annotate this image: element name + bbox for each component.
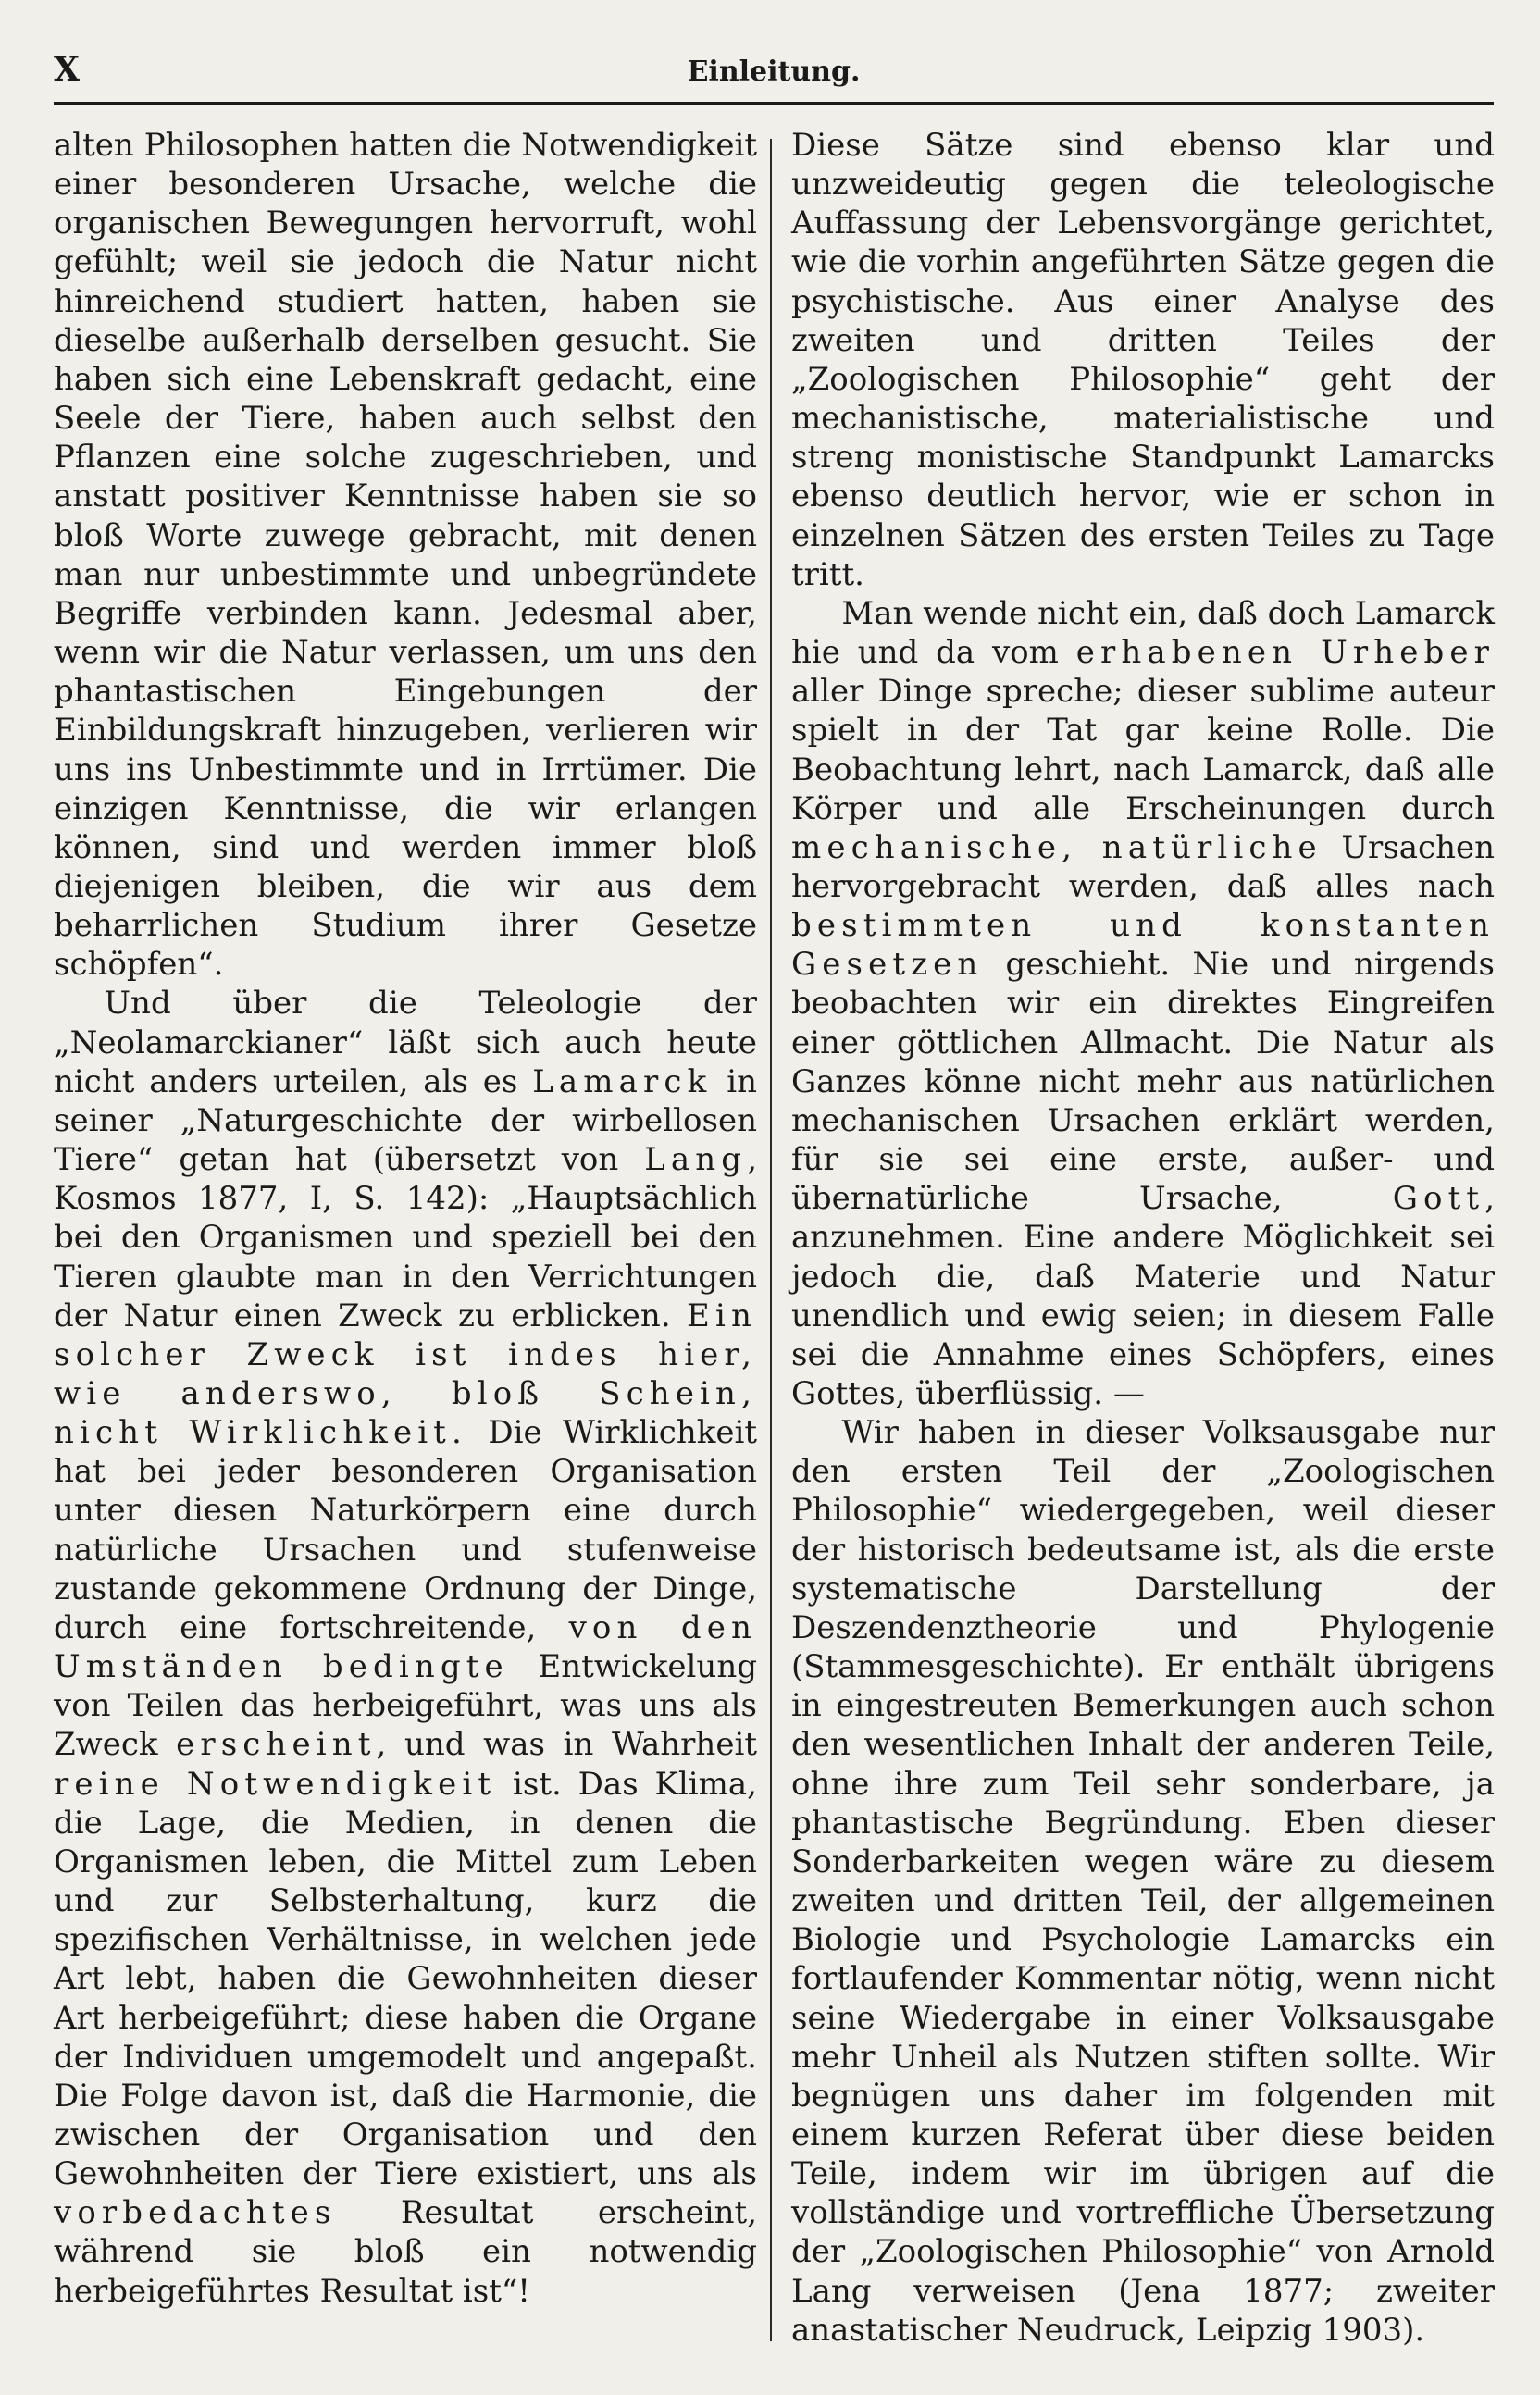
emphasis: mechanische, natürliche — [791, 828, 1323, 866]
paragraph: Und über die Teleologie der „Neolamarckianer“ läßt sich auch heute nicht anders urteilen, als es Lamarck in seiner „Naturgeschichte der wirbellosen Tiere“ getan hat (übersetzt von Lang, Kosmos 1877, I, S. 142): „Hauptsächlich bei den Organismen und speziell bei den Tieren glaubte man in den Verrichtungen der Natur einen Zweck zu erblicken. Ein solcher Zweck ist indes hier, wie anderswo, bloß Schein, nicht Wirklichkeit. Die Wirklichkeit hat bei jeder besonderen Organisation unter diesen Naturkörpern eine durch natürliche Ursachen und stufenweise zustande gekommene Ordnung der Dinge, durch eine fortschreitende, von den Umständen bedingte Entwickelung von Teilen das herbeigeführt, was uns als Zweck erscheint, und was in Wahrheit reine Notwendigkeit ist. Das Klima, die Lage, die Medien, in denen die Organismen leben, die Mittel zum Leben und zur Selbsterhaltung, kurz die spezifischen Verhältnisse, in welchen jede Art lebt, haben die Gewohnheiten dieser Art herbeigeführt; diese haben die Organe der Individuen umgemodelt und angepaßt. Die Folge davon ist, daß die Harmonie, die zwischen der Organisation und den Gewohnheiten der Tiere existiert, uns als vorbedachtes Resultat erscheint, während sie bloß ein notwendig herbeigeführtes Resultat ist“! — [54, 985, 758, 2310]
emphasis: vorbedachtes — [54, 2194, 337, 2232]
right-column — [791, 126, 1495, 2350]
emphasis: erscheint — [176, 1726, 377, 1764]
emphasis: von den Umständen bedingte — [54, 1608, 757, 1686]
emphasis: bestimmten und konstanten Gesetzen — [791, 907, 1495, 984]
page-number: X — [54, 50, 80, 89]
column-divider — [770, 139, 772, 2341]
paragraph: Wir haben in dieser Volksausgabe nur den ersten Teil der „Zoologischen Philosophie“ wiedergegeben, weil dieser der historisch bedeutsame ist, als die erste systematische Darstellung der Deszendenztheorie und Phylogenie (Stammesgeschichte). Er enthält übrigens in eingestreuten Bemerkungen auch schon den wesentlichen Inhalt der anderen Teile, ohne ihre zum Teil sehr sonderbare, ja phantastische Begründung. Eben dieser Sonderbarkeiten wegen wäre zu diesem zweiten und dritten Teil, der allgemeinen Biologie und Psychologie Lamarcks ein fortlaufender Kommentar nötig, wenn nicht seine Wiedergabe in einer Volksausgabe mehr Unheil als Nutzen stiften sollte. Wir begnügen uns daher im folgenden mit einem kurzen Referat über diese beiden Teile, indem wir im übrigen auf die vollständige und vortreffliche Übersetzung der „Zoologischen Philosophie“ von Arnold Lang verweisen (Jena 1877; zweiter anastatischer Neudruck, Leipzig 1903). — [791, 1414, 1495, 2349]
paragraph: Diese Sätze sind ebenso klar und unzweideutig gegen die teleologische Auffassung der Lebensvorgänge gerichtet, wie die vorhin angeführten Sätze gegen die psychistische. Aus einer Analyse des zweiten und dritten Teiles der „Zoologischen Philosophie“ geht der mechanistische, materialistische und streng monistische Standpunkt Lamarcks ebenso deutlich hervor, wie er schon in einzelnen Sätzen des ersten Teiles zu Tage tritt. — [791, 127, 1495, 593]
emphasis: Lamarck — [532, 1062, 713, 1100]
emphasis: erhabenen Urheber — [1075, 634, 1495, 672]
paragraph: alten Philosophen hatten die Notwendigkeit einer besonderen Ursache, welche die organischen Bewegungen hervorruft, wohl gefühlt; weil sie jedoch die Natur nicht hinreichend studiert hatten, haben sie dieselbe außerhalb derselben gesucht. Sie haben sich eine Lebenskraft gedacht, eine Seele der Tiere, haben auch selbst den Pflanzen eine solche zugeschrieben, und anstatt positiver Kenntnisse haben sie so bloß Worte zuwege gebracht, mit denen man nur unbestimmte und unbegründete Begriffe verbinden kann. Jedesmal aber, wenn wir die Natur verlassen, um uns den phantastischen Eingebungen der Einbildungskraft hinzugeben, verlieren wir uns ins Unbestimmte und in Irrtümer. Die einzigen Kenntnisse, die wir erlangen können, sind und werden immer bloß diejenigen bleiben, die wir aus dem beharrlichen Studium ihrer Gesetze schöpfen“. — [54, 127, 757, 984]
emphasis: Lang — [644, 1141, 748, 1179]
running-header — [54, 44, 1494, 105]
running-title: Einleitung. — [687, 56, 861, 88]
emphasis: Ein solcher Zweck ist indes hier, wie anderswo, bloß Schein, nicht Wirklichkeit. — [54, 1297, 757, 1452]
left-column — [54, 126, 757, 2311]
emphasis: Gott — [1392, 1180, 1485, 1218]
emphasis: reine Notwendigkeit — [54, 1765, 497, 1803]
paragraph: Man wende nicht ein, daß doch Lamarck hie und da vom erhabenen Urheber aller Dinge spreche; dieser sublime auteur spielt in der Tat gar keine Rolle. Die Beobachtung lehrt, nach Lamarck, daß alle Körper und alle Erscheinungen durch mechanische, natürliche Ursachen hervorgebracht werden, daß alles nach bestimmten und konstanten Gesetzen geschieht. Nie und nirgends beobachten wir ein direktes Eingreifen einer göttlichen Allmacht. Die Natur als Ganzes könne nicht mehr aus natürlichen mechanischen Ursachen erklärt werden, für sie sei eine erste, außer- und übernatürliche Ursache, Gott, anzunehmen. Eine andere Möglichkeit sei jedoch die, daß Materie und Natur unendlich und ewig seien; in diesem Falle sei die Annahme eines Schöpfers, eines Gottes, überflüssig. — — [791, 594, 1495, 1412]
